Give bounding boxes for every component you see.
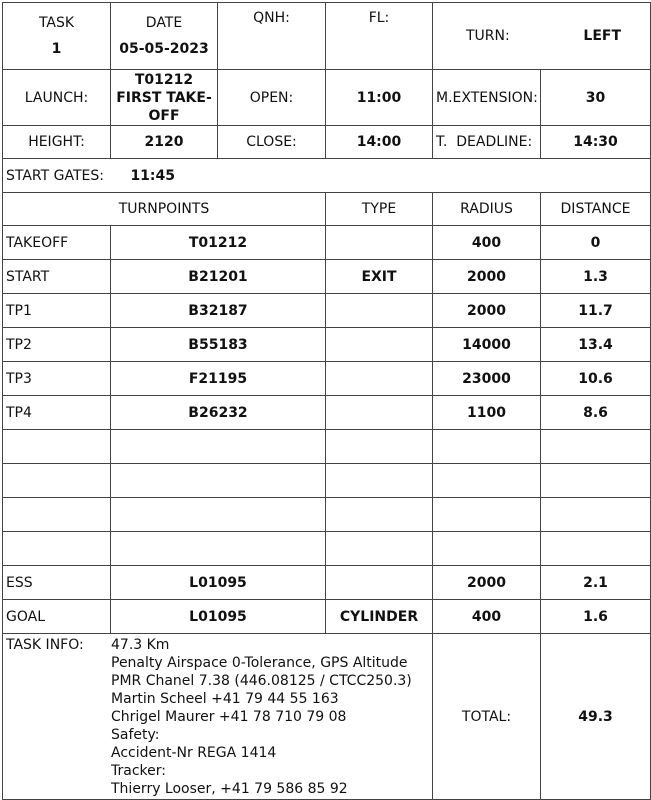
turnpoint-name: GOAL <box>3 600 111 634</box>
turnpoint-distance: 1.3 <box>541 260 651 294</box>
task-info-label: TASK INFO: <box>6 637 84 653</box>
open-label: OPEN: <box>218 70 326 126</box>
turnpoint-distance: 11.7 <box>541 294 651 328</box>
turnpoint-radius: 23000 <box>433 362 541 396</box>
turn-cell <box>433 3 651 70</box>
turnpoint-distance: 0 <box>541 226 651 260</box>
task-info-line: Accident-Nr REGA 1414 <box>111 745 277 761</box>
turnpoint-name: TP1 <box>3 294 111 328</box>
table-row <box>3 226 651 260</box>
table-row <box>3 430 651 464</box>
turnpoint-type <box>326 464 433 498</box>
turnpoint-type <box>326 396 433 430</box>
turnpoint-radius <box>433 430 541 464</box>
turnpoint-radius: 2000 <box>433 566 541 600</box>
header-row <box>3 3 651 70</box>
turnpoint-radius <box>433 532 541 566</box>
turnpoint-type <box>326 362 433 396</box>
turnpoint-radius: 14000 <box>433 328 541 362</box>
total-value: 49.3 <box>541 634 651 800</box>
turnpoint-type <box>326 294 433 328</box>
task-info-lines <box>111 636 412 798</box>
turnpoint-distance: 1.6 <box>541 600 651 634</box>
turnpoint-code: B55183 <box>111 328 326 362</box>
task-sheet <box>2 2 650 800</box>
fl-cell <box>326 3 433 70</box>
turnpoint-name <box>3 464 111 498</box>
column-header-row <box>3 193 651 226</box>
start-gates-value: 11:45 <box>130 167 176 184</box>
turnpoint-name: ESS <box>3 566 111 600</box>
turnpoint-radius: 1100 <box>433 396 541 430</box>
table-row <box>3 498 651 532</box>
turnpoint-name: START <box>3 260 111 294</box>
task-info-line: PMR Chanel 7.38 (446.08125 / CTCC250.3) <box>111 673 412 689</box>
turnpoint-rows <box>3 226 651 634</box>
launch-label: LAUNCH: <box>3 70 111 126</box>
task-info-line: Martin Scheel +41 79 44 55 163 <box>111 691 339 707</box>
turnpoints-header: TURNPOINTS <box>3 193 326 226</box>
turnpoint-radius: 2000 <box>433 294 541 328</box>
turnpoint-type: CYLINDER <box>326 600 433 634</box>
turnpoint-type: EXIT <box>326 260 433 294</box>
start-gates-label: START GATES: <box>6 167 104 184</box>
turn-value: LEFT <box>583 28 622 44</box>
m-extension-label: M.EXTENSION: <box>433 70 541 126</box>
launch-row <box>3 70 651 126</box>
launch-line-3: OFF <box>148 107 180 124</box>
turnpoint-name <box>3 498 111 532</box>
task-info-row <box>3 634 651 800</box>
turnpoint-type <box>326 430 433 464</box>
deadline-label: T. DEADLINE: <box>433 126 541 159</box>
turnpoint-code: T01212 <box>111 226 326 260</box>
turnpoint-distance: 13.4 <box>541 328 651 362</box>
task-info-cell <box>3 634 433 800</box>
turnpoint-distance <box>541 430 651 464</box>
turnpoint-distance: 8.6 <box>541 396 651 430</box>
turnpoint-radius <box>433 464 541 498</box>
height-label: HEIGHT: <box>3 126 111 159</box>
task-info-line: Penalty Airspace 0-Tolerance, GPS Altitude <box>111 655 408 671</box>
turnpoint-code: L01095 <box>111 566 326 600</box>
height-value: 2120 <box>111 126 218 159</box>
launch-line-1: T01212 <box>134 71 194 88</box>
turnpoint-name: TAKEOFF <box>3 226 111 260</box>
launch-value <box>111 70 218 126</box>
turnpoint-radius: 400 <box>433 226 541 260</box>
turnpoint-distance: 10.6 <box>541 362 651 396</box>
turnpoint-code <box>111 430 326 464</box>
start-gates-cell <box>3 159 651 193</box>
turnpoint-type <box>326 532 433 566</box>
task-info-line: Chrigel Maurer +41 78 710 79 08 <box>111 709 347 725</box>
turnpoint-radius: 400 <box>433 600 541 634</box>
close-label: CLOSE: <box>218 126 326 159</box>
table-row <box>3 260 651 294</box>
turnpoint-code <box>111 464 326 498</box>
turn-label: TURN: <box>466 28 510 44</box>
table-row <box>3 532 651 566</box>
turnpoint-name: TP3 <box>3 362 111 396</box>
task-label: TASK <box>38 15 75 31</box>
table-row <box>3 328 651 362</box>
start-gates-row <box>3 159 651 193</box>
turnpoint-name <box>3 430 111 464</box>
turnpoint-code: B21201 <box>111 260 326 294</box>
qnh-label: QNH: <box>253 10 290 26</box>
table-row <box>3 396 651 430</box>
deadline-value: 14:30 <box>541 126 651 159</box>
turnpoint-type <box>326 328 433 362</box>
table-row <box>3 294 651 328</box>
turnpoint-name: TP4 <box>3 396 111 430</box>
turnpoint-code: B26232 <box>111 396 326 430</box>
task-cell <box>3 3 111 70</box>
turnpoint-type <box>326 498 433 532</box>
table-row <box>3 566 651 600</box>
launch-line-2: FIRST TAKE- <box>116 89 212 106</box>
fl-label: FL: <box>368 10 390 26</box>
task-info-line: Safety: <box>111 727 160 743</box>
total-label: TOTAL: <box>433 634 541 800</box>
m-extension-value: 30 <box>541 70 651 126</box>
turnpoint-radius <box>433 498 541 532</box>
turnpoint-name: TP2 <box>3 328 111 362</box>
turnpoint-code <box>111 498 326 532</box>
open-value: 11:00 <box>326 70 433 126</box>
date-cell <box>111 3 218 70</box>
turnpoint-code <box>111 532 326 566</box>
turnpoint-distance: 2.1 <box>541 566 651 600</box>
task-info-line: 47.3 Km <box>111 637 170 653</box>
task-table <box>2 2 651 800</box>
turnpoint-distance <box>541 498 651 532</box>
turnpoint-code: F21195 <box>111 362 326 396</box>
turnpoint-type <box>326 566 433 600</box>
turnpoint-radius: 2000 <box>433 260 541 294</box>
type-header: TYPE <box>326 193 433 226</box>
table-row <box>3 362 651 396</box>
turnpoint-distance <box>541 464 651 498</box>
distance-header: DISTANCE <box>541 193 651 226</box>
close-value: 14:00 <box>326 126 433 159</box>
radius-header: RADIUS <box>433 193 541 226</box>
height-row <box>3 126 651 159</box>
table-row <box>3 464 651 498</box>
task-value: 1 <box>51 41 62 57</box>
task-info-line: Tracker: <box>111 763 166 779</box>
qnh-cell <box>218 3 326 70</box>
table-row <box>3 600 651 634</box>
date-label: DATE <box>145 15 183 31</box>
task-info-line: Thierry Looser, +41 79 586 85 92 <box>111 781 348 797</box>
turnpoint-code: L01095 <box>111 600 326 634</box>
turnpoint-distance <box>541 532 651 566</box>
turnpoint-name <box>3 532 111 566</box>
turnpoint-code: B32187 <box>111 294 326 328</box>
date-value: 05-05-2023 <box>119 41 209 57</box>
turnpoint-type <box>326 226 433 260</box>
